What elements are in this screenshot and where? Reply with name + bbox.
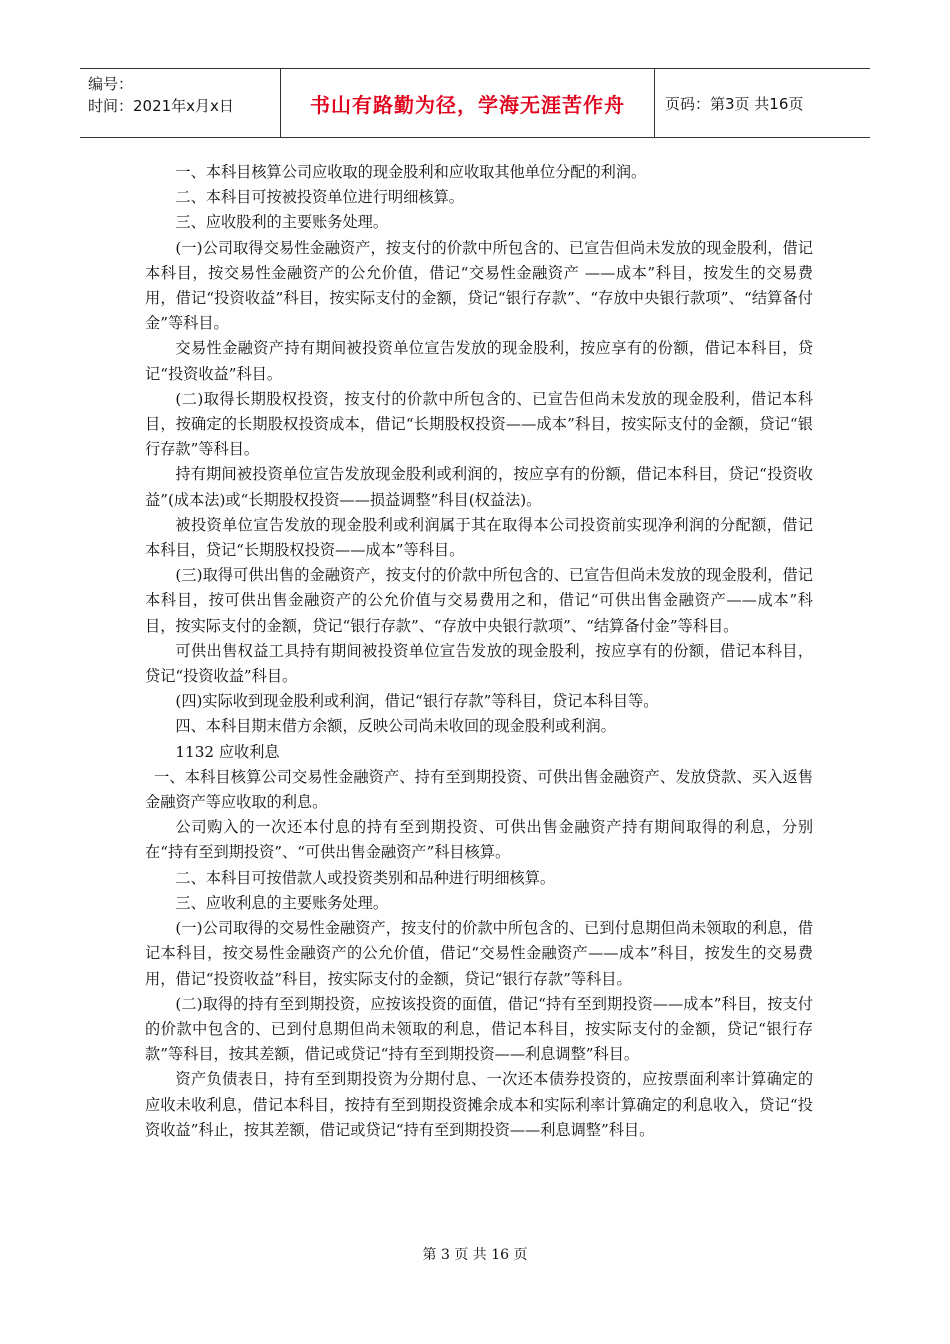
paragraph: (三)取得可供出售的金融资产，按支付的价款中所包含的、已宣告但尚未发放的现金股利，借记本科目，按可供出售金融资产的公允价值与交易费用之和，借记“可供出售金融资产——成本”科目，按实际支付的金额，贷记“银行存款”、“存放中央银行款项”、“结算备付金”等科目。 [145,566,813,635]
paragraph: 三、应收股利的主要账务处理。 [175,213,389,232]
paragraph: 交易性金融资产持有期间被投资单位宣告发放的现金股利，按应享有的份额，借记本科目，贷记“投资收益”科目。 [145,339,813,383]
header-meta [80,69,280,137]
document-time: 时间：2021年x月x日 [88,97,234,115]
paragraph: 四、本科目期末借方余额，反映公司尚未收回的现金股利或利润。 [175,717,616,736]
paragraph: 公司购入的一次还本付息的持有至到期投资、可供出售金融资产持有期间取得的利息，分别在“持有至到期投资”、“可供出售金融资产”科目核算。 [145,818,813,862]
paragraph: (一)公司取得交易性金融资产，按支付的价款中所包含的、已宣告但尚未发放的现金股利，借记本科目，按交易性金融资产的公允价值，借记“交易性金融资产 ——成本”科目，按发生的交易费用，借记“投资收益”科目，按实际支付的金额，贷记“银行存款”、“存放中央银行款项”、“结算备付金”等科目。 [145,238,813,333]
document-number: 编号： [88,75,134,93]
paragraph: 持有期间被投资单位宣告发放现金股利或利润的，按应享有的份额，借记本科目，贷记“投资收益”(成本法)或“长期股权投资——损益调整”科目(权益法)。 [145,465,813,509]
paragraph: 一、本科目核算公司交易性金融资产、持有至到期投资、可供出售金融资产、发放贷款、买入返售金融资产等应收取的利息。 [145,767,813,812]
document-body [145,160,813,1143]
paragraph: 二、本科目可按借款人或投资类别和品种进行明细核算。 [175,868,556,887]
paragraph: (二)取得长期股权投资，按支付的价款中所包含的、已宣告但尚未发放的现金股利，借记本科目，按确定的长期股权投资成本，借记“长期股权投资——成本”科目，按实际支付的金额，贷记“银行存款”等科目。 [145,389,813,459]
paragraph: 二、本科目可按被投资单位进行明细核算。 [175,188,464,207]
paragraph: 可供出售权益工具持有期间被投资单位宣告发放的现金股利，按应享有的份额，借记本科目，贷记“投资收益”科目。 [145,641,813,686]
paragraph: (二)取得的持有至到期投资，应按该投资的面值，借记“持有至到期投资——成本”科目，按支付的价款中包含的、已到付息期但尚未领取的利息，借记本科目，按实际支付的金额，贷记“银行存款”等科目，按其差额，借记或贷记“持有至到期投资——利息调整”科目。 [145,994,813,1064]
paragraph: (一)公司取得的交易性金融资产，按支付的价款中所包含的、已到付息期但尚未领取的利息，借记本科目，按交易性金融资产的公允价值，借记“交易性金融资产——成本”科目，按发生的交易费用，借记“投资收益”科目，按实际支付的金额，贷记“银行存款”等科目。 [145,919,813,988]
paragraph: 三、应收利息的主要账务处理。 [175,893,389,912]
paragraph: 一、本科目核算公司应收取的现金股利和应收取其他单位分配的利润。 [175,163,647,181]
header-motto-cell [280,69,655,137]
section-heading: 1132 应收利息 [175,742,280,761]
paragraph: (四)实际收到现金股利或利润，借记“银行存款”等科目，贷记本科目等。 [175,692,659,711]
paragraph: 资产负债表日，持有至到期投资为分期付息、一次还本债券投资的，应按票面利率计算确定的应收未收利息，借记本科目，按持有至到期投资摊余成本和实际利率计算确定的利息收入，贷记“投资收益”科止，按其差额，借记或贷记“持有至到期投资——利息调整”科目。 [145,1070,813,1139]
page-header [80,68,870,138]
header-page-info: 页码：第3页 共16页 [665,94,804,113]
page-footer: 第 3 页 共 16 页 [422,1247,528,1263]
paragraph: 被投资单位宣告发放的现金股利或利润属于其在取得本公司投资前实现净利润的分配额，借记本科目，贷记“长期股权投资——成本”等科目。 [145,515,813,560]
header-motto: 书山有路勤为径，学海无涯苦作舟 [310,92,625,117]
